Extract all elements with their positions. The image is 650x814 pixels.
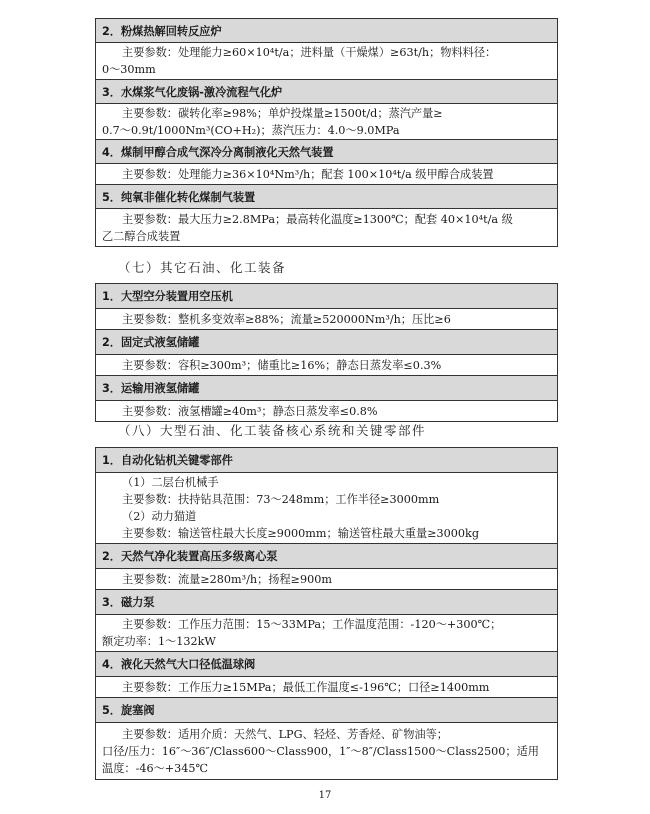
item-title: 2．天然气净化装置高压多级离心泵 <box>96 544 558 569</box>
item-title: 1．自动化钻机关键零部件 <box>96 448 558 473</box>
item-title: 1．大型空分装置用空压机 <box>96 284 558 309</box>
item-params <box>96 164 558 185</box>
param-line: 乙二醇合成装置 <box>102 229 181 243</box>
param-line: 主要参数：整机多变效率≥88%；流量≥520000Nm³/h；压比≥6 <box>122 312 451 326</box>
item-params <box>96 569 558 590</box>
item-title: 3．水煤浆气化废锅-激冷流程气化炉 <box>96 80 558 104</box>
item-params <box>96 677 558 698</box>
item-params <box>96 209 558 247</box>
param-line: 主要参数：处理能力≥36×10⁴Nm³/h；配套 100×10⁴t/a 级甲醇合成装置 <box>122 167 494 181</box>
section-heading-8: （八）大型石油、化工装备核心系统和关键零部件 <box>118 423 427 438</box>
item-title: 5．旋塞阀 <box>96 698 558 723</box>
param-line: 额定功率：1～132kW <box>102 635 216 648</box>
param-line: （2）动力猫道 <box>122 510 197 523</box>
param-line: 主要参数：容积≥300m³；储重比≥16%；静态日蒸发率≤0.3% <box>122 358 442 372</box>
param-line: 主要参数：碳转化率≥98%；单炉投煤量≥1500t/d；蒸汽产量≥ <box>122 106 443 120</box>
item-title: 3．运输用液氢储罐 <box>96 376 558 401</box>
item-params <box>96 473 558 544</box>
param-line: 温度：-46～+345℃ <box>102 761 209 775</box>
item-title: 4．煤制甲醇合成气深冷分离制液化天然气装置 <box>96 140 558 164</box>
item-title: 5．纯氧非催化转化煤制气装置 <box>96 185 558 209</box>
item-title: 2．固定式液氢储罐 <box>96 330 558 355</box>
item-params <box>96 401 558 422</box>
item-title: 3．磁力泵 <box>96 590 558 615</box>
param-line: 主要参数：工作压力≥15MPa；最低工作温度≤-196℃；口径≥1400mm <box>122 680 490 694</box>
param-line: 主要参数：输送管柱最大长度≥9000mm；输送管柱最大重量≥3000kg <box>122 527 479 540</box>
section-heading-7: （七）其它石油、化工装备 <box>118 260 287 275</box>
param-line: 0～30mm <box>102 63 156 76</box>
item-params <box>96 104 558 140</box>
item-params <box>96 43 558 80</box>
param-line: （1）二层台机械手 <box>122 476 219 489</box>
param-line: 主要参数：工作压力范围：15～33MPa；工作温度范围：-120～+300℃； <box>122 618 502 631</box>
item-params <box>96 723 558 780</box>
item-params <box>96 355 558 376</box>
spec-table-core-components <box>95 447 558 780</box>
param-line: 主要参数：流量≥280m³/h；扬程≥900m <box>122 572 333 586</box>
param-line: 主要参数：液氢槽罐≥40m³；静态日蒸发率≤0.8% <box>122 404 378 418</box>
page-number: 17 <box>318 790 332 801</box>
item-title: 2．粉煤热解回转反应炉 <box>96 19 558 43</box>
item-params <box>96 615 558 652</box>
param-line: 主要参数：处理能力≥60×10⁴t/a；进料量（干燥煤）≥63t/h；物料料径： <box>122 46 497 59</box>
param-line: 主要参数：适用介质：天然气、LPG、轻烃、芳香烃、矿物油等； <box>122 727 448 741</box>
spec-table-other-equipment <box>95 283 558 422</box>
param-line: 主要参数：扶持钻具范围：73～248mm；工作半径≥3000mm <box>122 493 440 506</box>
item-title: 4．液化天然气大口径低温球阀 <box>96 652 558 677</box>
spec-table-coal-equipment <box>95 18 558 247</box>
param-line: 口径/压力：16″～36″/Class600～Class900，1″～8″/Class1500～Class2500；适用 <box>102 744 539 758</box>
param-line: 0.7～0.9t/1000Nm³(CO+H₂)；蒸汽压力：4.0～9.0MPa <box>102 123 400 137</box>
param-line: 主要参数：最大压力≥2.8MPa；最高转化温度≥1300℃；配套 40×10⁴t/a 级 <box>122 212 513 226</box>
item-params <box>96 309 558 330</box>
